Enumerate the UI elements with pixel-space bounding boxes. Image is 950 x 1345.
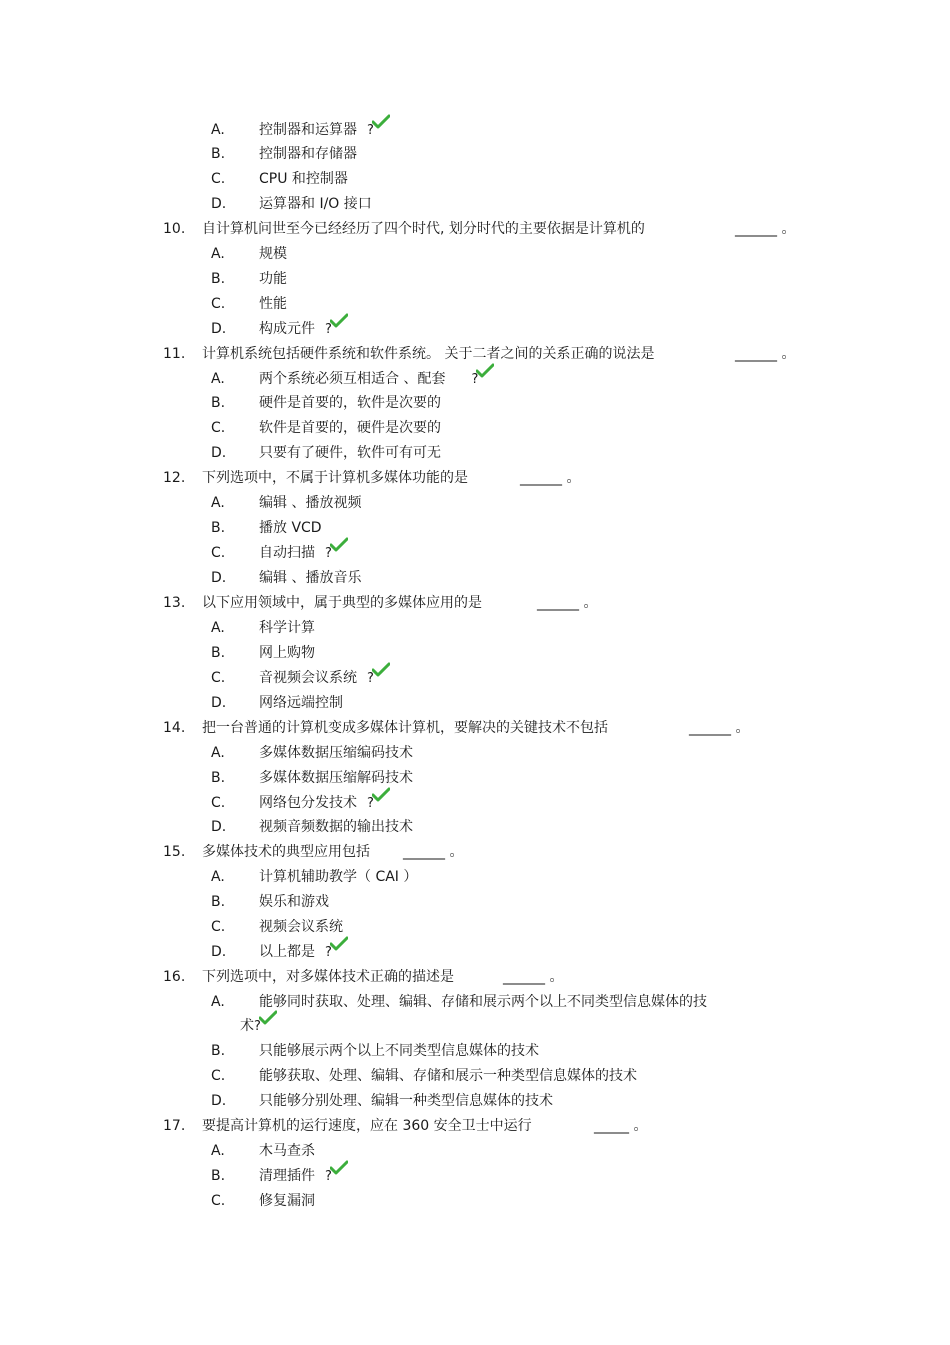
option-letter: C. [211,1068,226,1084]
check-icon [330,313,348,329]
question-text: 下列选项中，对多媒体技术正确的描述是 [202,969,454,985]
answer-blank: ______ 。 [537,595,598,611]
option-text: 多媒体数据压缩编码技术 [259,745,413,761]
answer-blank: ______ 。 [403,844,464,860]
option-text: 规模 [259,246,287,262]
option-text: 科学计算 [259,620,315,636]
option-letter: C. [211,795,226,811]
option-text: 木马查杀 [259,1143,315,1159]
option-text: 能够获取、处理、编辑、存储和展示一种类型信息媒体的技术 [259,1068,637,1084]
option-text: 能够同时获取、处理、编辑、存储和展示两个以上不同类型信息媒体的技 [259,994,707,1010]
answer-blank: ______ 。 [735,221,796,237]
option-text: 软件是首要的，硬件是次要的 [259,420,441,436]
option-text: 播放 VCD [259,520,322,536]
option-letter: B. [211,146,226,162]
question-number: 16. [163,969,186,985]
option-text: 控制器和存储器 [259,146,357,162]
option-text: 只要有了硬件，软件可有可无 [259,445,441,461]
check-icon [330,936,348,952]
check-icon [330,537,348,553]
check-icon [330,1160,348,1176]
option-text: 运算器和 I/O 接口 [259,196,372,212]
option-letter: A. [211,620,225,636]
question-number: 15. [163,844,186,860]
answer-blank: ______ 。 [689,720,750,736]
question-text: 计算机系统包括硬件系统和软件系统。 关于二者之间的关系正确的说法是 [202,346,655,362]
option-text: 硬件是首要的，软件是次要的 [259,395,441,411]
option-letter: D. [211,321,227,337]
question-number: 10. [163,221,186,237]
option-text: 编辑 、播放视频 [259,495,362,511]
correct-answer-mark: ? [471,367,478,392]
question-number: 11. [163,346,186,362]
option-text: 网络包分发技术 ? [259,791,374,816]
correct-answer-mark: ? [367,118,374,143]
question-number: 14. [163,720,186,736]
option-letter: C. [211,296,226,312]
question-text: 下列选项中，不属于计算机多媒体功能的是 [202,470,468,486]
option-letter: A. [211,122,225,138]
question-number: 17. [163,1118,186,1134]
correct-answer-mark: ? [325,541,332,566]
option-letter: C. [211,420,226,436]
check-icon [372,662,390,678]
option-letter: D. [211,570,227,586]
option-letter: C. [211,1193,226,1209]
check-icon [372,114,390,130]
option-letter: C. [211,171,226,187]
correct-answer-mark: ? [367,666,374,691]
option-letter: B. [211,520,226,536]
option-letter: D. [211,1093,227,1109]
option-text: 以上都是 ? [259,940,332,965]
option-letter: A. [211,869,225,885]
option-letter: A. [211,246,225,262]
option-text: 视频音频数据的输出技术 [259,819,413,835]
option-letter: A. [211,745,225,761]
correct-answer-mark: ? [254,1014,261,1039]
option-text: 网上购物 [259,645,315,661]
option-text: 视频会议系统 [259,919,343,935]
option-text: 修复漏洞 [259,1193,315,1209]
option-text: 只能够分别处理、编辑一种类型信息媒体的技术 [259,1093,553,1109]
option-letter: B. [211,645,226,661]
option-text: 娱乐和游戏 [259,894,329,910]
option-letter: B. [211,894,226,910]
correct-answer-mark: ? [367,791,374,816]
option-text: 控制器和运算器 ? [259,118,374,143]
question-text: 以下应用领域中，属于典型的多媒体应用的是 [202,595,482,611]
option-text: 网络远端控制 [259,695,343,711]
question-text: 自计算机问世至今已经经历了四个时代, 划分时代的主要依据是计算机的 [202,221,645,237]
option-text: CPU 和控制器 [259,171,348,187]
option-letter: D. [211,695,227,711]
option-text: 清理插件 ? [259,1164,332,1189]
option-letter: A. [211,1143,225,1159]
correct-answer-mark: ? [325,940,332,965]
option-letter: D. [211,944,227,960]
question-number: 12. [163,470,186,486]
question-text: 多媒体技术的典型应用包括 [202,844,370,860]
option-letter: D. [211,819,227,835]
option-letter: C. [211,670,226,686]
option-text: 编辑 、播放音乐 [259,570,362,586]
correct-answer-mark: ? [325,317,332,342]
option-letter: B. [211,395,226,411]
option-letter: C. [211,919,226,935]
answer-blank: ______ 。 [503,969,564,985]
option-text: 功能 [259,271,287,287]
check-icon [259,1010,277,1026]
option-letter: A. [211,371,225,387]
option-letter: B. [211,271,226,287]
option-text: 多媒体数据压缩解码技术 [259,770,413,786]
option-letter: C. [211,545,226,561]
option-text: 构成元件 ? [259,317,332,342]
option-letter: B. [211,1168,226,1184]
option-letter: D. [211,196,227,212]
question-text: 要提高计算机的运行速度，应在 360 安全卫士中运行 [202,1118,532,1134]
question-number: 13. [163,595,186,611]
check-icon [372,787,390,803]
option-letter: A. [211,495,225,511]
option-letter: B. [211,1043,226,1059]
option-text: 只能够展示两个以上不同类型信息媒体的技术 [259,1043,539,1059]
correct-answer-mark: ? [325,1164,332,1189]
option-letter: D. [211,445,227,461]
option-text-continuation: 术? [240,1014,261,1039]
check-icon [476,363,494,379]
answer-blank: ______ 。 [520,470,581,486]
question-text: 把一台普通的计算机变成多媒体计算机，要解决的关键技术不包括 [202,720,608,736]
option-letter: A. [211,994,225,1010]
option-text: 音视频会议系统 ? [259,666,374,691]
option-text: 性能 [259,296,287,312]
option-text: 两个系统必须互相适合 、配套 ? [259,367,478,392]
option-text: 计算机辅助教学（ CAI ） [259,869,418,885]
answer-blank: _____ 。 [594,1118,648,1134]
option-text: 自动扫描 ? [259,541,332,566]
option-letter: B. [211,770,226,786]
answer-blank: ______ 。 [735,346,796,362]
